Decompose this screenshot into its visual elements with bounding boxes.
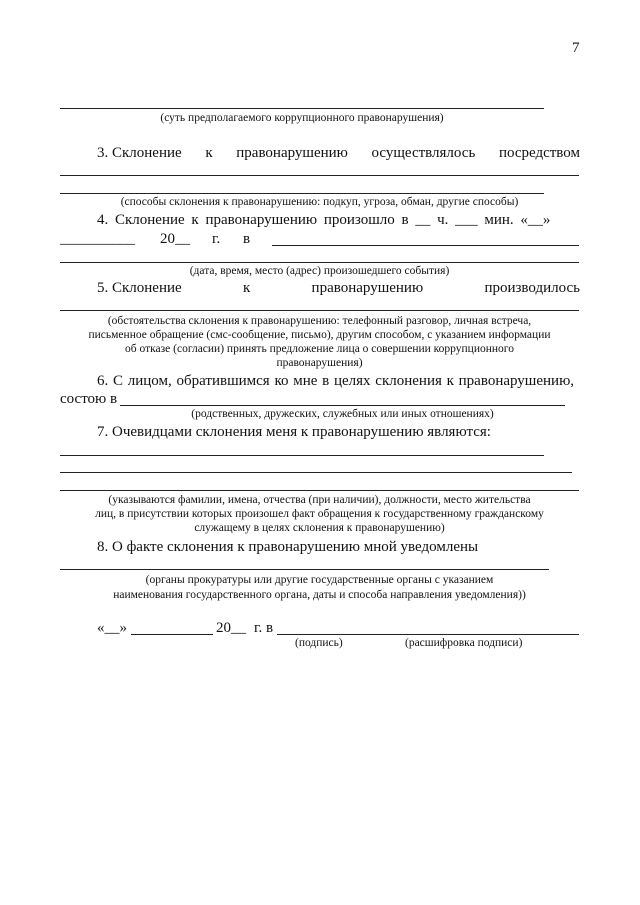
- caption-line: лиц, в присутствии которых произошел факт обращения к государственному гражданскому: [95, 508, 544, 520]
- place-prefix: в: [243, 231, 251, 247]
- caption-line: правонарушения): [276, 357, 363, 369]
- item-5-heading: [97, 280, 580, 297]
- signature-place-prefix: г. в: [254, 620, 274, 636]
- notified-caption: [60, 573, 579, 603]
- signature-caption: (подпись): [295, 637, 343, 649]
- notified-field[interactable]: [60, 569, 549, 570]
- item-3-word: правонарушению: [236, 145, 348, 161]
- item-5-word: к: [242, 280, 251, 296]
- signature-decoding-caption: (расшифровка подписи): [405, 637, 523, 649]
- date-blank[interactable]: __________: [60, 231, 135, 247]
- page-number: 7: [572, 40, 580, 56]
- item-5-word: правонарушению: [311, 280, 424, 296]
- signature-month-field[interactable]: [131, 634, 213, 635]
- item-3-word: 3. Склонение: [97, 145, 182, 161]
- item-3-heading: [97, 145, 580, 162]
- caption-line: (обстоятельства склонения к правонарушению: телефонный разговор, личная встреча,: [107, 315, 532, 327]
- relation-caption: (родственных, дружеских, служебных или иных отношениях): [191, 408, 494, 420]
- item-6-heading: 6. С лицом, обратившимся ко мне в целях склонения к правонарушению,: [97, 373, 575, 389]
- circumstances-field[interactable]: [60, 310, 579, 311]
- event-field[interactable]: [60, 262, 579, 263]
- signature-field[interactable]: [277, 634, 579, 635]
- substance-caption: (суть предполагаемого коррупционного правонарушения): [160, 112, 444, 124]
- witnesses-field-line-3[interactable]: [60, 490, 579, 491]
- item-4-heading: 4. Склонение к правонарушению произошло в __ ч. ___ мин. «__»: [97, 212, 551, 228]
- caption-line: служащему в целях склонения к правонарушению): [194, 522, 445, 534]
- item-8-heading: 8. О факте склонения к правонарушению мной уведомлены: [97, 539, 479, 555]
- event-caption: (дата, время, место (адрес) произошедшего события): [189, 265, 450, 277]
- item-5-word: производилось: [484, 280, 580, 296]
- year-field[interactable]: 20__: [160, 231, 190, 247]
- methods-field-line-2[interactable]: [60, 193, 544, 194]
- item-3-word: посредством: [498, 145, 580, 161]
- methods-caption: (способы склонения к правонарушению: подкуп, угроза, обман, другие способы): [120, 196, 519, 208]
- substance-field[interactable]: [60, 108, 544, 109]
- caption-line: наименования государственного органа, даты и способа направления уведомления)): [113, 589, 526, 601]
- witnesses-field-line-2[interactable]: [60, 472, 572, 473]
- item-3-word: к: [205, 145, 213, 161]
- item-3-word: осуществлялось: [371, 145, 476, 161]
- circumstances-caption: [52, 314, 587, 370]
- witnesses-caption: [52, 493, 587, 535]
- caption-line: письменное обращение (смс-сообщение, письмо), другим способом, с указанием информации: [88, 329, 551, 341]
- methods-field-line-1[interactable]: [60, 175, 579, 176]
- signature-year-field[interactable]: 20__: [216, 620, 246, 636]
- item-7-heading: 7. Очевидцами склонения меня к правонарушению являются:: [97, 424, 491, 440]
- caption-line: (органы прокуратуры или другие государственные органы с указанием: [145, 574, 494, 586]
- relation-field[interactable]: [120, 405, 565, 406]
- year-suffix: г.: [212, 231, 221, 247]
- relation-prefix: состою в: [60, 391, 118, 407]
- caption-line: (указываются фамилии, имена, отчества (при наличии), должности, место жительства: [108, 494, 531, 506]
- place-field[interactable]: [272, 245, 579, 246]
- witnesses-field-line-1[interactable]: [60, 455, 544, 456]
- caption-line: об отказе (согласии) принять предложение лица о совершении коррупционного: [125, 343, 514, 355]
- signature-day-field[interactable]: «__»: [97, 620, 127, 636]
- item-5-word: 5. Склонение: [97, 280, 182, 296]
